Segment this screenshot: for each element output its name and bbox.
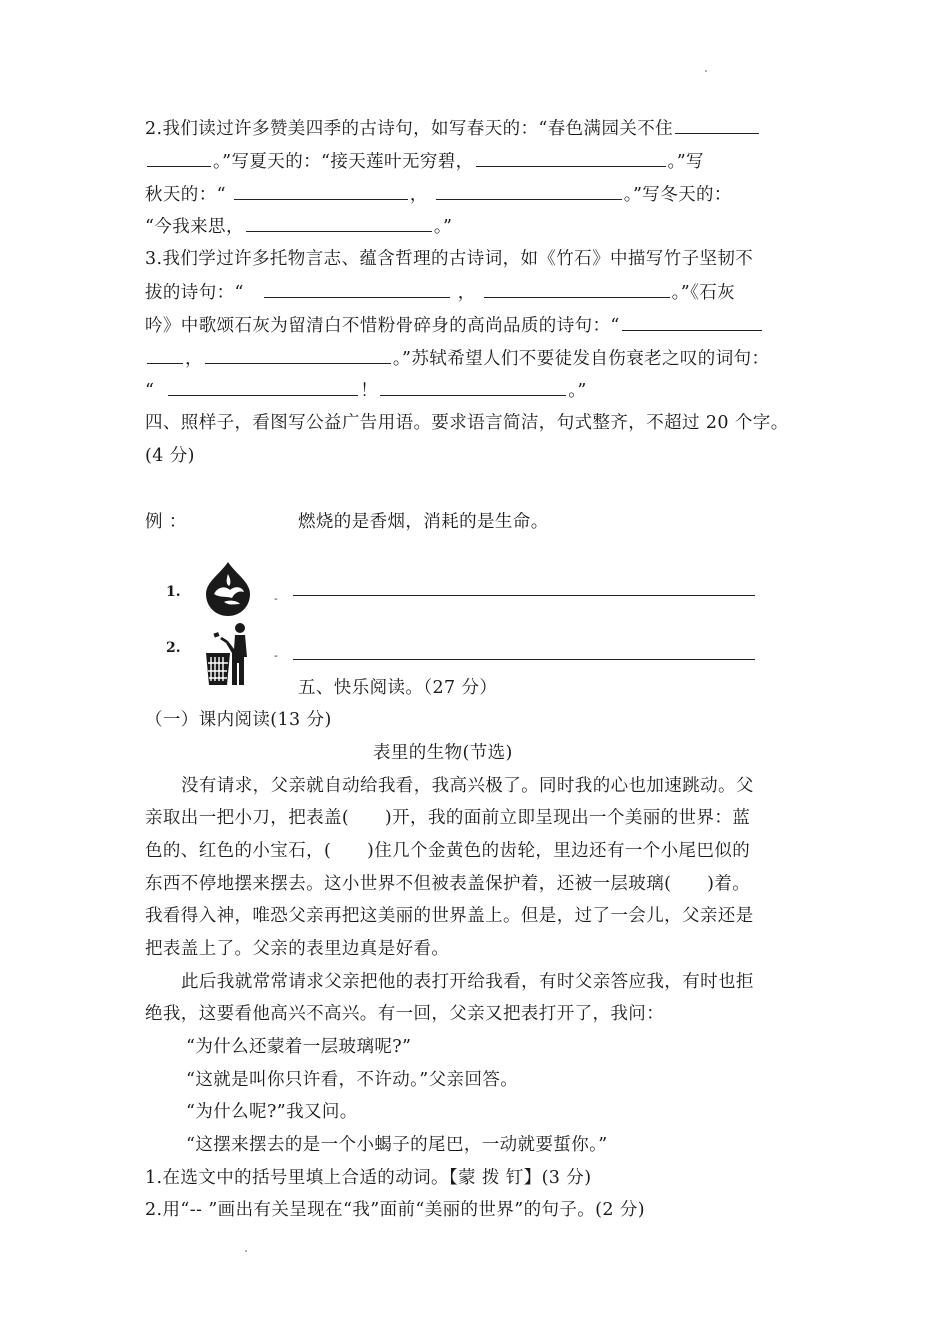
scan-speck: [245, 1250, 247, 1252]
example-label: 例 ：: [145, 512, 187, 532]
q3-line-2: 拔的诗句：“ ， 。”《石灰: [145, 280, 735, 305]
answer-blank[interactable]: [234, 182, 408, 200]
section5-title: 五、快乐阅读。（27 分）: [298, 678, 498, 698]
answer-line-2[interactable]: [293, 659, 755, 660]
q2-line-2: 。”写夏天的：“接天莲叶无穷碧， 。”写: [145, 149, 704, 174]
q3-line-4: ， 。”苏轼希望人们不要徒发自伤衰老之叹的词句：: [145, 346, 769, 371]
example-text: 燃烧的是香烟，消耗的是生命。: [298, 512, 549, 532]
p1-line: 我看得入神，唯恐父亲再把这美丽的世界盖上。但是，过了一会儿，父亲还是: [145, 906, 754, 926]
question-2: 2.用“-- ”画出有关呈现在“我”面前“美丽的世界”的句子。(2 分): [145, 1200, 646, 1220]
answer-blank[interactable]: [476, 149, 666, 167]
p2-line: 此后我就常常请求父亲把他的表打开给我看，有时父亲答应我，有时也拒: [181, 972, 754, 992]
p1-line: 东西不停地摆来摆去。这小世界不但被表盖保护着，还被一层玻璃( )着。: [145, 874, 751, 894]
dialog-line: “为什么呢?”我又问。: [186, 1102, 358, 1122]
answer-blank[interactable]: [264, 280, 450, 298]
q2-line-3: 秋天的：“ ， 。”写冬天的：: [145, 182, 732, 207]
passage-title: 表里的生物(节选): [373, 743, 513, 763]
q3-line-5: “ ！ 。”: [145, 378, 587, 403]
answer-blank[interactable]: [205, 346, 391, 364]
answer-blank[interactable]: [675, 116, 759, 134]
water-drop-hand-icon: [202, 560, 254, 618]
scan-speck: [705, 70, 707, 72]
answer-blank[interactable]: [147, 346, 183, 364]
dialog-line: “这就是叫你只许看，不许动。”父亲回答。: [186, 1070, 519, 1090]
q3-line-1: 3.我们学过许多托物言志、蕴含哲理的古诗词，如《竹石》中描写竹子坚韧不: [145, 249, 754, 269]
p1-line: 色的、红色的小宝石，( )住几个金黄色的齿轮，里边还有一个小尾巴似的: [145, 841, 751, 861]
answer-blank[interactable]: [246, 214, 432, 232]
section5-sub1: （一）课内阅读(13 分): [145, 710, 332, 730]
answer-blank[interactable]: [380, 378, 566, 396]
dialog-line: “为什么还蒙着一层玻璃呢?”: [186, 1037, 412, 1057]
dialog-line: “这摆来摆去的是一个小蝎子的尾巴，一动就要蜇你。”: [186, 1135, 608, 1155]
p1-line: 没有请求，父亲就自动给我看，我高兴极了。同时我的心也加速跳动。父: [181, 776, 754, 796]
q2-line-4: “今我来思， 。”: [145, 214, 452, 239]
answer-blank[interactable]: [168, 378, 358, 396]
answer-blank[interactable]: [622, 313, 762, 331]
item-dash: -: [274, 592, 278, 605]
p1-line: 亲取出一把小刀，把表盖( )开，我的面前立即呈现出一个美丽的世界：蓝: [145, 808, 751, 828]
q2-line-1: 2.我们读过许多赞美四季的古诗句，如写春天的：“春色满园关不住: [145, 116, 761, 141]
answer-blank[interactable]: [484, 280, 670, 298]
item-dash: -: [274, 649, 278, 662]
answer-blank[interactable]: [436, 182, 622, 200]
item-number-1: 1.: [166, 584, 181, 600]
question-1: 1.在选文中的括号里填上合适的动词。【蒙 拨 钉】(3 分): [145, 1168, 592, 1188]
q3-line-3: 吟》中歌颂石灰为留清白不惜粉骨碎身的高尚品质的诗句：“: [145, 313, 764, 338]
answer-blank[interactable]: [147, 149, 211, 167]
p1-line: 把表盖上了。父亲的表里边真是好看。: [145, 939, 450, 959]
item-number-2: 2.: [166, 640, 181, 656]
section4-score: (4 分): [145, 446, 195, 466]
trash-bin-person-icon: [204, 621, 254, 687]
answer-line-1[interactable]: [293, 595, 755, 596]
section4-title: 四、照样子，看图写公益广告用语。要求语言简洁，句式整齐，不超过 20 个字。: [145, 413, 789, 433]
p2-line: 绝我，这要看他高兴不高兴。有一回，父亲又把表打开了，我问：: [145, 1004, 665, 1024]
